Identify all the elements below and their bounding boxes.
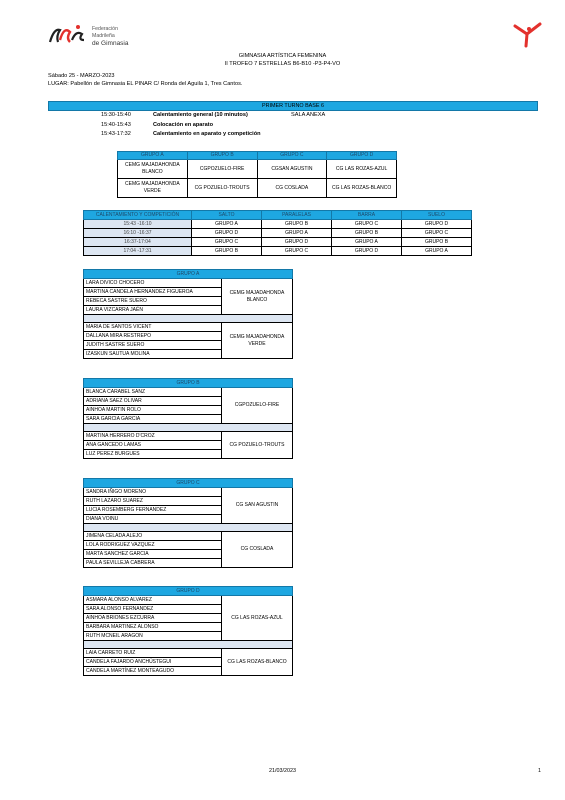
table-cell: GRUPO A [332, 238, 402, 247]
gymnast-name: ANA GANCEDO LAMAS [84, 441, 222, 450]
table-cell: GRUPO D [402, 220, 472, 229]
rotation-header: SALTO [192, 211, 262, 220]
gymnast-figure-icon [512, 20, 544, 48]
federation-logo-icon [48, 22, 88, 48]
table-cell: GRUPO D [332, 247, 402, 256]
gymnast-name: PAULA SEVILLEJA CABRERA [84, 559, 222, 568]
table-cell: CG LAS ROZAS-AZUL [327, 160, 397, 179]
table-row [84, 229, 472, 238]
rotation-time: 17:04 -17:31 [84, 247, 192, 256]
rotation-table [83, 210, 472, 256]
gymnast-name: SARA GARCIA GARCIA [84, 415, 222, 424]
table-cell: GRUPO B [332, 229, 402, 238]
club-name: CG POZUELO-TROUTS [222, 432, 293, 459]
gymnast-name: REBECA SASTRE SUERO [84, 297, 222, 306]
table-cell: CEMG MAJADAHONDA BLANCO [118, 160, 188, 179]
club-name: CG SAN AGUSTIN [222, 488, 293, 524]
club-name: CGPOZUELO-FIRE [222, 388, 293, 424]
club-name: CG LAS ROZAS-BLANCO [222, 649, 293, 676]
table-row [118, 160, 397, 179]
page-number: 1 [538, 768, 541, 774]
schedule-desc: Calentamiento general (10 minutos) [153, 112, 248, 118]
gymnast-name: SARA ALONSO FERNANDEZ [84, 605, 222, 614]
table-cell: CEMG MAJADAHONDA VERDE [118, 179, 188, 198]
table-cell: GRUPO B [402, 238, 472, 247]
table-cell: GRUPO A [262, 229, 332, 238]
gymnast-name: RUTH MCNEIL ARAGON [84, 632, 222, 641]
federation-line1: Federación Madrileña [92, 26, 118, 39]
doc-title: GIMNASIA ARTÍSTICA FEMENINA [238, 53, 327, 59]
row-separator [84, 424, 293, 432]
row-separator [84, 524, 293, 532]
table-cell: GRUPO D [192, 229, 262, 238]
schedule-time: 15:43-17:32 [101, 131, 131, 137]
table-cell: CG LAS ROZAS-BLANCO [327, 179, 397, 198]
rotation-header: SUELO [402, 211, 472, 220]
table-cell: GRUPO B [192, 247, 262, 256]
group-b-list [83, 378, 293, 459]
table-cell: CG POZUELO-TROUTS [187, 179, 257, 198]
groups-header-b: GRUPO B [187, 152, 257, 160]
federation-logo [48, 22, 138, 48]
schedule-row [101, 122, 401, 129]
groups-header-d: GRUPO D [327, 152, 397, 160]
table-cell: CG COSLADA [257, 179, 327, 198]
group-a-list [83, 269, 293, 359]
gymnast-name: DALLANA MIRA RESTREPO [84, 332, 222, 341]
group-title: GRUPO C [84, 479, 293, 488]
gymnast-name: BARBARA MARTINEZ ALONSO [84, 623, 222, 632]
schedule-room: SALA ANEXA [291, 112, 326, 118]
group-c-list [83, 478, 293, 568]
club-name: CEMG MAJADAHONDA VERDE [222, 323, 293, 359]
gymnast-name: IZASKUN SAUTUA MOLINA [84, 350, 222, 359]
table-row [84, 220, 472, 229]
table-row [84, 238, 472, 247]
gymnast-name: ASMARA ALONSO ALVAREZ [84, 596, 222, 605]
club-name: CG COSLADA [222, 532, 293, 568]
rotation-header: BARRA [332, 211, 402, 220]
group-title: GRUPO A [84, 270, 293, 279]
table-cell: GRUPO C [262, 247, 332, 256]
schedule-desc: Calentamiento en aparato y competición [153, 131, 261, 137]
table-row [84, 247, 472, 256]
schedule-time: 15:30-15:40 [101, 112, 131, 118]
table-cell: CGPOZUELO-FIRE [187, 160, 257, 179]
doc-subtitle: II TROFEO 7 ESTRELLAS B6-B10 -P3-P4-VO [224, 61, 341, 67]
table-cell: GRUPO C [332, 220, 402, 229]
group-title: GRUPO D [84, 587, 293, 596]
gymnast-name: LARA DIVICO CHOCERO [84, 279, 222, 288]
table-cell: GRUPO C [192, 238, 262, 247]
event-date: Sábado 25 - MARZO-2023 [48, 73, 115, 79]
rotation-time: 16:10 -16:37 [84, 229, 192, 238]
gymnast-name: LAURA VIZCARRA JAÉN [84, 306, 222, 315]
event-place: LUGAR: Pabellón de Gimnasia EL PINAR C/ Ronda del Aguila 1, Tres Cantos. [48, 81, 243, 87]
table-row [118, 179, 397, 198]
club-name: CEMG MAJADAHONDA BLANCO [222, 279, 293, 315]
groups-header-c: GRUPO C [257, 152, 327, 160]
brand-logo [512, 20, 544, 48]
row-separator [84, 641, 293, 649]
gymnast-name: JUDITH SASTRE SUERO [84, 341, 222, 350]
turn-banner: PRIMER TURNO BASE 6 [48, 101, 538, 111]
gymnast-name: CANDELA FAJARDO ANCHÚSTEGUI [84, 658, 222, 667]
gymnast-name: MARTINA CANDELA HERNANDEZ FIGUEROA [84, 288, 222, 297]
gymnast-name: JIMENA CELADA ALEJO [84, 532, 222, 541]
table-cell: GRUPO B [262, 220, 332, 229]
group-d-list [83, 586, 293, 676]
gymnast-name: LAIA CARRETO RUIZ [84, 649, 222, 658]
gymnast-name: MARTA SANCHEZ GARCIA [84, 550, 222, 559]
rotation-header: CALENTAMIENTO Y COMPETICIÓN [84, 211, 192, 220]
gymnast-name: AINHOA MARTIN ROLO [84, 406, 222, 415]
federation-line2: de Gimnasia [92, 40, 129, 47]
table-cell: GRUPO A [402, 247, 472, 256]
schedule-row [101, 112, 401, 119]
gymnast-name: SANDRA IÑIGO MORENO [84, 488, 222, 497]
rotation-header: PARALELAS [262, 211, 332, 220]
schedule-desc: Colocación en aparato [153, 122, 213, 128]
gymnast-name: LOLA RODRIGUEZ VAZQUEZ [84, 541, 222, 550]
row-separator [84, 315, 293, 323]
federation-name [92, 26, 138, 47]
schedule-time: 15:40-15:43 [101, 122, 131, 128]
gymnast-name: ADRIANA SAEZ OLIVAR [84, 397, 222, 406]
gymnast-name: RUTH LAZARO SUAREZ [84, 497, 222, 506]
rotation-time: 15:43 -16:10 [84, 220, 192, 229]
gymnast-name: AINHOA BRIONES EZCURRA [84, 614, 222, 623]
gymnast-name: MARTINA HERRERO D'CROZ [84, 432, 222, 441]
table-cell: CGSAN AGUSTIN [257, 160, 327, 179]
rotation-time: 16:37-17:04 [84, 238, 192, 247]
gymnast-name: DIANA VOINU [84, 515, 222, 524]
gymnast-name: LUZ PEREZ BURGUES [84, 450, 222, 459]
gymnast-name: CANDELA MARTÍNEZ MONTEAGUDO [84, 667, 222, 676]
gymnast-name: LUCIA ROSEMBERG FERNANDEZ [84, 506, 222, 515]
footer-date: 21/03/2023 [269, 768, 296, 774]
gymnast-name: MARIA DE SANTOS VICENT [84, 323, 222, 332]
table-cell: GRUPO D [262, 238, 332, 247]
gymnast-name: BLANCA CARABEL SANZ [84, 388, 222, 397]
table-cell: GRUPO C [402, 229, 472, 238]
schedule-row [101, 131, 401, 138]
groups-table [117, 151, 397, 198]
table-cell: GRUPO A [192, 220, 262, 229]
group-title: GRUPO B [84, 379, 293, 388]
club-name: CG LAS ROZAS-AZUL [222, 596, 293, 641]
schedule [101, 112, 401, 140]
groups-header-a: GRUPO A [118, 152, 188, 160]
